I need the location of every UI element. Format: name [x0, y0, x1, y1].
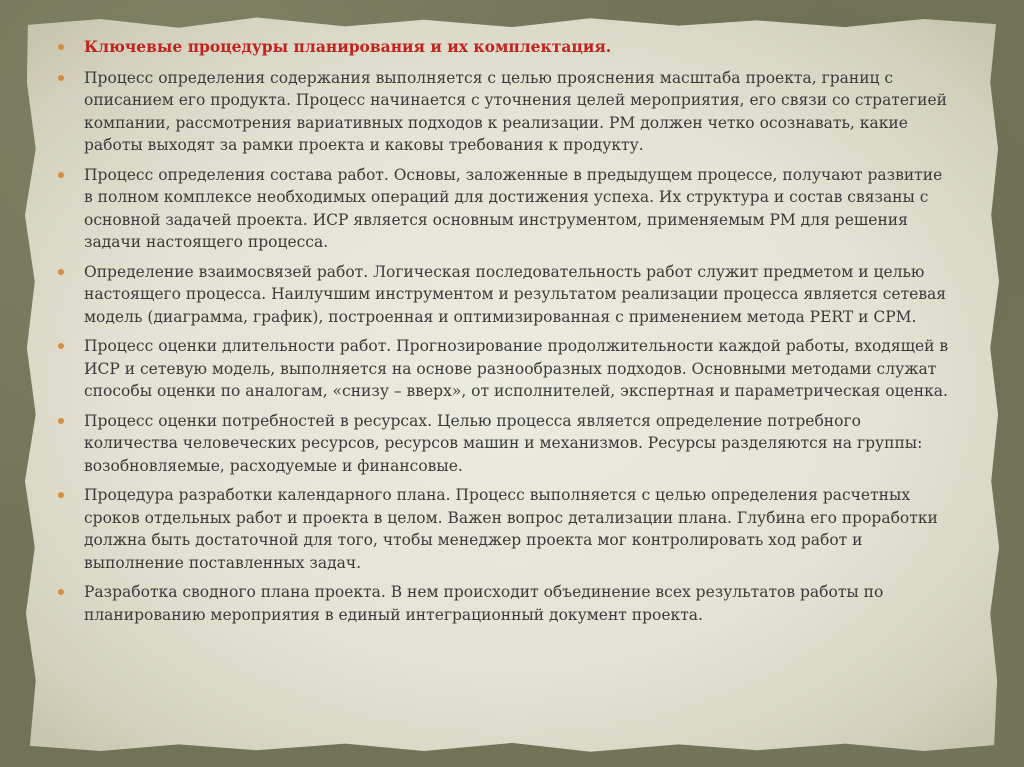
- list-item-text: Процесс оценки длительности работ. Прогнозирование продолжительности каждой работы, входящей в ИСР и сетевую модель, выполняется на основе разнообразных подходов. Основными методами служат способы оценки по аналогам, «снизу – вверх», от исполнителей, экспертная и параметрическая оценка.: [84, 337, 949, 400]
- list-item: [52, 410, 952, 478]
- slide-heading-text: Ключевые процедуры планирования и их комплектация.: [84, 37, 612, 56]
- slide-heading: [52, 36, 952, 59]
- list-item-text: Разработка сводного плана проекта. В нем происходит объединение всех результатов работы по планированию мероприятия в единый интеграционный документ проекта.: [84, 583, 884, 624]
- bullet-icon: [58, 172, 64, 178]
- list-item-text: Процесс оценки потребностей в ресурсах. Целью процесса является определение потребного количества человеческих ресурсов, ресурсов машин и механизмов. Ресурсы разделяются на группы: возобновляемые, расходуемые и финансовые.: [84, 411, 923, 475]
- bullet-icon: [58, 418, 64, 424]
- list-item-text: Процесс определения состава работ. Основы, заложенные в предыдущем процессе, получают развитие в полном комплексе необходимых операций для достижения успеха. Их структура и состав связаны с основной задачей проекта. ИСР является основным инструментом, применяемым РМ для решения задачи настоящего процесса.: [84, 165, 943, 251]
- bullet-icon: [58, 269, 64, 275]
- list-item: [52, 164, 952, 254]
- list-item: [52, 67, 952, 157]
- list-item: [52, 335, 952, 403]
- list-item-text: Определение взаимосвязей работ. Логическая последовательность работ служит предметом и целью настоящего процесса. Наилучшим инструментом и результатом реализации процесса является сетевая модель (диаграмма, график), построенная и оптимизированная с применением метода PERT и CPM.: [84, 262, 947, 326]
- bullet-icon: [58, 75, 64, 81]
- bullet-list: [52, 36, 952, 626]
- bullet-icon: [58, 343, 64, 349]
- list-item-text: Процесс определения содержания выполняется с целью прояснения масштаба проекта, границ с описанием его продукта. Процесс начинается с уточнения целей мероприятия, его связи со стратегией компании, рассмотрения вариативных подходов к реализации. РМ должен четко осознавать, какие работы выходят за рамки проекта и каковы требования к продукту.: [84, 68, 948, 154]
- list-item: [52, 581, 952, 626]
- list-item-text: Процедура разработки календарного плана. Процесс выполняется с целью определения расчетных сроков отдельных работ и проекта в целом. Важен вопрос детализации плана. Глубина его проработки должна быть достаточной для того, чтобы менеджер проекта мог контролировать ход работ и выполнение поставленных задач.: [84, 486, 938, 572]
- bullet-icon: [58, 589, 64, 595]
- slide-content: [52, 36, 952, 633]
- bullet-icon: [58, 44, 64, 50]
- list-item: [52, 484, 952, 574]
- bullet-icon: [58, 492, 64, 498]
- list-item: [52, 261, 952, 329]
